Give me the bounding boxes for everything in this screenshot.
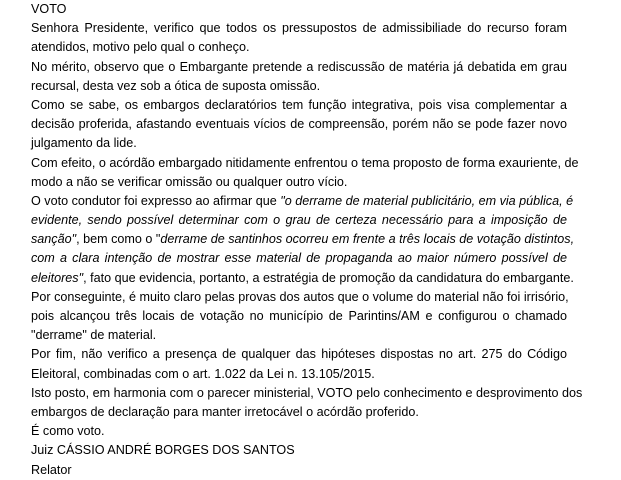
- text-line: recursal, desta vez sob a ótica de suposta omissão.: [31, 78, 321, 93]
- text-line: Por conseguinte, é muito claro pelas provas dos autos que o volume do material não foi irrisório,: [31, 289, 569, 304]
- text-line: [31, 192, 574, 211]
- document-body: [31, 0, 583, 480]
- text-line: Isto posto, em harmonia com o parecer ministerial, VOTO pelo conhecimento e desprovimento dos: [31, 385, 583, 400]
- text-line: julgamento da lide.: [31, 136, 137, 151]
- text-line: [31, 211, 567, 230]
- text-line: É como voto.: [31, 424, 105, 439]
- text-line: [31, 249, 567, 268]
- document-lines: [31, 19, 583, 480]
- text-line: No mérito, observo que o Embargante pretende a rediscussão de matéria já debatida em grau: [31, 59, 567, 74]
- inline-text: , fato que evidencia, portanto, a estratégia de promoção da candidatura do embargante.: [83, 270, 574, 285]
- text-line: embargos de declaração para manter irretocável o acórdão proferido.: [31, 404, 419, 419]
- text-line: Relator: [31, 462, 72, 477]
- quoted-text: evidente, sendo possível determinar com o grau de certeza necessário para a imposição de: [31, 213, 567, 228]
- text-line: Por fim, não verifico a presença de qualquer das hipóteses dispostas no art. 275 do Código: [31, 347, 567, 362]
- text-line: Senhora Presidente, verifico que todos os pressupostos de admissibiliade do recurso foram: [31, 21, 567, 36]
- inline-text: O voto condutor foi expresso ao afirmar que: [31, 193, 281, 208]
- text-line: Juiz CÁSSIO ANDRÉ BORGES DOS SANTOS: [31, 443, 295, 458]
- quoted-text: eleitores": [31, 270, 84, 285]
- text-line: modo a não se verificar omissão ou qualquer outro vício.: [31, 174, 348, 189]
- quoted-text: "o derrame de material publicitário, em via pública, é: [280, 193, 574, 208]
- text-line: Como se sabe, os embargos declaratórios tem função integrativa, pois visa complementar a: [31, 97, 567, 112]
- text-line: decisão proferida, afastando eventuais vícios de compreensão, porém não se pode fazer novo: [31, 117, 567, 132]
- text-line: Eleitoral, combinadas com o art. 1.022 da Lei n. 13.105/2015.: [31, 366, 375, 381]
- text-line: [31, 269, 574, 288]
- quoted-text: sanção": [31, 232, 77, 247]
- inline-text: , bem como o ": [76, 232, 161, 247]
- quoted-text: com a clara intenção de mostrar esse material de propaganda ao maior número possível de: [31, 251, 567, 266]
- text-line: pois alcançou três locais de votação no município de Parintins/AM e configurou o chamado: [31, 309, 567, 323]
- document-heading: VOTO: [31, 2, 67, 16]
- text-line: "derrame" de material.: [31, 328, 157, 343]
- text-line: Com efeito, o acórdão embargado nitidamente enfrentou o tema proposto de forma exauriente, de: [31, 155, 579, 170]
- text-line: atendidos, motivo pelo qual o conheço.: [31, 40, 250, 55]
- text-line: [31, 230, 575, 249]
- quoted-text: derrame de santinhos ocorreu em frente a três locais de votação distintos,: [160, 232, 575, 247]
